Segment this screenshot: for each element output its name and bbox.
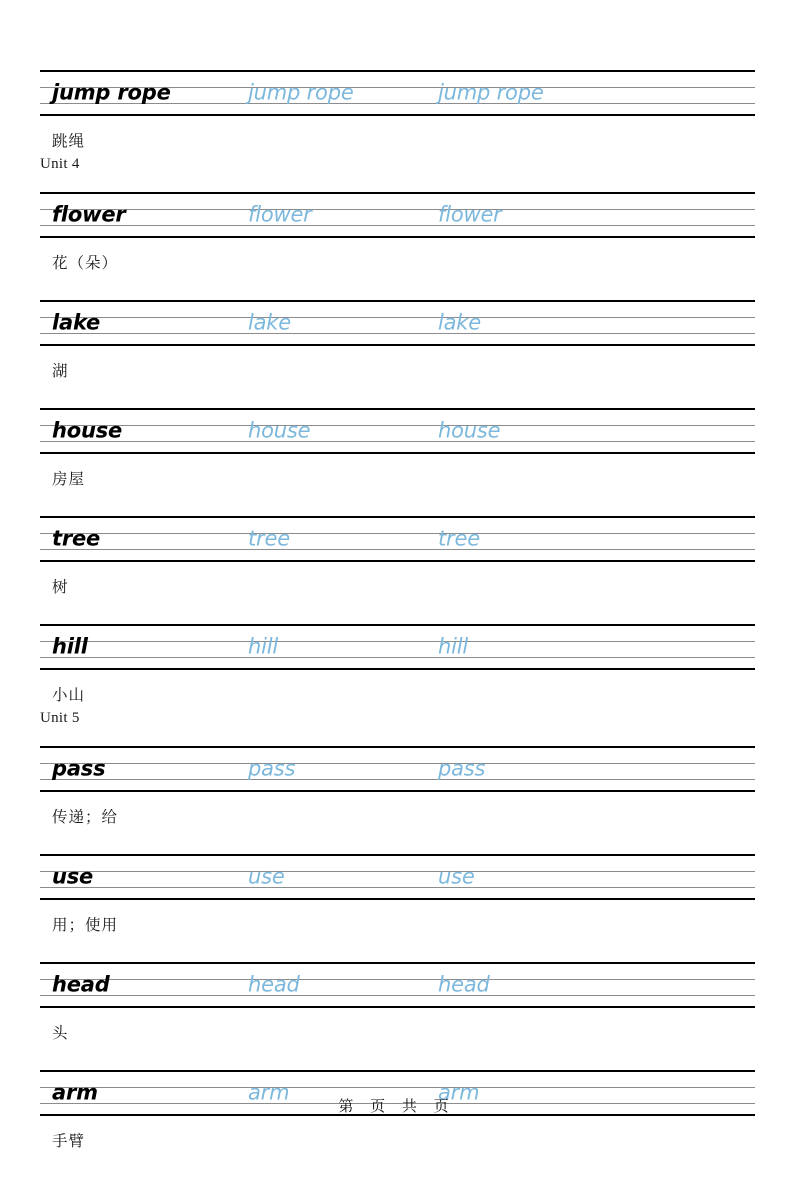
model-word: pass (52, 756, 106, 780)
model-word: flower (52, 202, 126, 227)
staff-rule-baseline (40, 549, 755, 550)
vocabulary-entry-list (40, 70, 755, 1178)
staff-rule-xheight (40, 1087, 755, 1088)
staff-rule-baseline (40, 225, 755, 226)
vocabulary-entry (40, 746, 755, 854)
translation-block (40, 670, 755, 746)
vocabulary-entry (40, 624, 755, 746)
handwriting-staff (40, 854, 755, 900)
handwriting-staff (40, 192, 755, 238)
trace-word-first: lake (248, 310, 291, 335)
trace-word-second: hill (438, 634, 469, 659)
trace-word-first: tree (248, 526, 290, 551)
staff-rule-baseline (40, 995, 755, 996)
trace-word-first: jump rope (248, 80, 354, 105)
chinese-translation: 小山 (52, 685, 86, 704)
vocabulary-entry (40, 192, 755, 300)
staff-rule-baseline (40, 657, 755, 658)
translation-block (40, 346, 755, 408)
vocabulary-entry (40, 408, 755, 516)
chinese-translation: 传递；给 (52, 807, 119, 826)
staff-rule-xheight (40, 641, 755, 642)
vocabulary-entry (40, 70, 755, 192)
handwriting-staff (40, 408, 755, 454)
translation-block (40, 1116, 755, 1178)
staff-rule-baseline (40, 779, 755, 780)
chinese-translation: 树 (52, 577, 69, 596)
translation-block (40, 1008, 755, 1070)
handwriting-staff (40, 746, 755, 792)
translation-block (40, 792, 755, 854)
model-word: hill (52, 634, 88, 659)
model-word: lake (52, 310, 101, 335)
trace-word-first: use (248, 864, 285, 888)
trace-word-first: flower (248, 202, 312, 227)
trace-word-second: flower (438, 202, 502, 227)
trace-word-second: tree (438, 526, 480, 551)
staff-rule-xheight (40, 763, 755, 764)
staff-rule-baseline (40, 887, 755, 888)
trace-word-second: pass (438, 756, 486, 780)
model-word: arm (52, 1080, 98, 1104)
staff-rule-baseline (40, 441, 755, 442)
page-footer: 第 页 共 页 (338, 1097, 455, 1115)
chinese-translation: 用；使用 (52, 915, 119, 934)
translation-block (40, 900, 755, 962)
vocabulary-entry (40, 1070, 755, 1178)
vocabulary-entry (40, 516, 755, 624)
trace-word-second: lake (438, 310, 481, 335)
staff-rule-xheight (40, 209, 755, 210)
trace-word-second: arm (438, 1080, 480, 1104)
handwriting-staff (40, 70, 755, 116)
staff-rule-xheight (40, 871, 755, 872)
staff-rule-xheight (40, 533, 755, 534)
chinese-translation: 湖 (52, 361, 69, 380)
unit-label: Unit 5 (40, 710, 80, 726)
trace-word-first: house (248, 418, 311, 443)
trace-word-first: arm (248, 1080, 290, 1104)
model-word: jump rope (52, 80, 171, 105)
translation-block (40, 116, 755, 192)
translation-block (40, 454, 755, 516)
trace-word-first: pass (248, 756, 296, 780)
unit-label: Unit 4 (40, 156, 80, 173)
model-word: head (52, 972, 110, 996)
handwriting-staff (40, 624, 755, 670)
chinese-translation: 房屋 (52, 469, 86, 488)
vocabulary-entry (40, 962, 755, 1070)
model-word: use (52, 864, 94, 888)
trace-word-first: head (248, 972, 300, 996)
model-word: house (52, 418, 123, 443)
staff-rule-baseline (40, 333, 755, 334)
chinese-translation: 跳绳 (52, 132, 86, 150)
trace-word-second: jump rope (438, 80, 544, 105)
handwriting-staff (40, 516, 755, 562)
model-word: tree (52, 526, 101, 551)
handwriting-staff (40, 300, 755, 346)
staff-rule-xheight (40, 979, 755, 980)
staff-rule-xheight (40, 425, 755, 426)
chinese-translation: 手臂 (52, 1131, 86, 1150)
handwriting-staff (40, 962, 755, 1008)
vocabulary-entry (40, 854, 755, 962)
translation-block (40, 562, 755, 624)
trace-word-second: house (438, 418, 501, 443)
trace-word-second: head (438, 972, 490, 996)
vocabulary-entry (40, 300, 755, 408)
staff-rule-xheight (40, 317, 755, 318)
chinese-translation: 头 (52, 1023, 69, 1042)
trace-word-second: use (438, 864, 475, 888)
chinese-translation: 花（朵） (52, 253, 119, 272)
translation-block (40, 238, 755, 300)
trace-word-first: hill (248, 634, 279, 659)
